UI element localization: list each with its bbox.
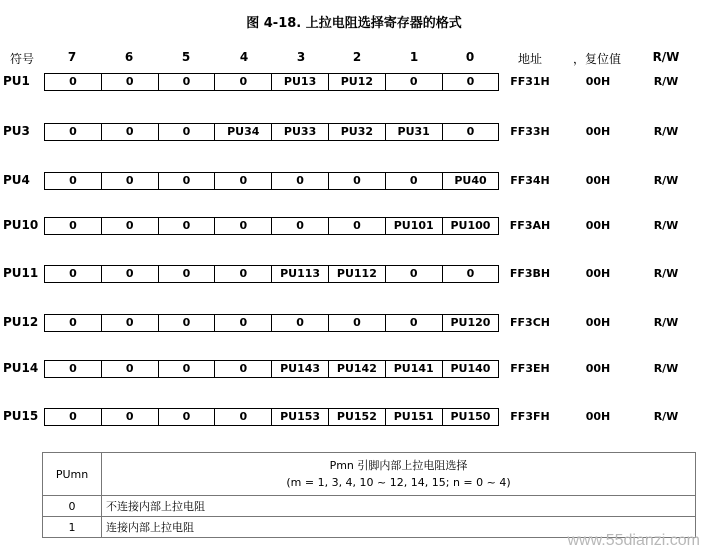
bit-cell: 0	[158, 314, 216, 332]
bit-cell: PU143	[271, 360, 329, 378]
bit-cell: 0	[158, 265, 216, 283]
rw-attribute: R/W	[653, 219, 679, 232]
reset-value: 00H	[585, 362, 611, 375]
legend-value: 0	[43, 496, 102, 517]
header-bit-0: 0	[465, 50, 475, 64]
bit-cell: 0	[271, 172, 329, 190]
register-name: PU11	[3, 266, 39, 280]
bit-cell: 0	[442, 265, 500, 283]
rw-attribute: R/W	[653, 362, 679, 375]
bit-cell: PU32	[328, 123, 386, 141]
header-bit-4: 4	[239, 50, 249, 64]
bit-cell: PU113	[271, 265, 329, 283]
bit-cell: 0	[44, 217, 102, 235]
bit-cell: 0	[214, 360, 272, 378]
bit-cell: PU141	[385, 360, 443, 378]
bit-cell: 0	[101, 73, 159, 91]
register-address: FF3CH	[510, 316, 550, 329]
watermark: www.55dianzi.com	[567, 532, 700, 549]
bit-cell: 0	[101, 360, 159, 378]
bit-cell: 0	[158, 217, 216, 235]
bit-cell: 0	[44, 73, 102, 91]
header-bit-1: 1	[409, 50, 419, 64]
header-reset-value: ，复位值	[572, 52, 621, 66]
register-name: PU15	[3, 409, 39, 423]
header-rw: R/W	[652, 50, 680, 64]
legend-title: Pmn 引脚内部上拉电阻选择	[329, 459, 468, 472]
legend-header-row	[43, 453, 696, 496]
bit-cell: 0	[214, 73, 272, 91]
bit-cell: 0	[44, 360, 102, 378]
bit-cell: 0	[44, 408, 102, 426]
legend-row	[43, 496, 696, 517]
rw-attribute: R/W	[653, 316, 679, 329]
register-name: PU14	[3, 361, 39, 375]
register-address: FF34H	[510, 174, 550, 187]
reset-value: 00H	[585, 316, 611, 329]
bit-cell: 0	[214, 408, 272, 426]
bit-cell: PU33	[271, 123, 329, 141]
register-address: FF33H	[510, 125, 550, 138]
register-address: FF3FH	[510, 410, 550, 423]
reset-value: 00H	[585, 267, 611, 280]
register-address: FF3BH	[509, 267, 551, 280]
register-name: PU3	[3, 124, 30, 138]
bit-cell: 0	[101, 123, 159, 141]
bit-cell: 0	[44, 265, 102, 283]
register-address: FF3EH	[510, 362, 550, 375]
bit-cell: 0	[214, 265, 272, 283]
legend-desc: 不连接内部上拉电阻	[102, 496, 696, 517]
reset-value: 00H	[585, 219, 611, 232]
bit-cell: 0	[271, 217, 329, 235]
header-address: 地址	[517, 52, 542, 66]
bit-cell: 0	[385, 172, 443, 190]
bit-cell: PU142	[328, 360, 386, 378]
register-name: PU12	[3, 315, 39, 329]
rw-attribute: R/W	[653, 125, 679, 138]
bit-cell: 0	[101, 265, 159, 283]
bit-cell: PU13	[271, 73, 329, 91]
rw-attribute: R/W	[653, 75, 679, 88]
bit-cell: 0	[442, 73, 500, 91]
header-bit-2: 2	[352, 50, 362, 64]
figure-title: 图 4-18. 上拉电阻选择寄存器的格式	[246, 16, 462, 31]
header-bit-5: 5	[181, 50, 191, 64]
bit-cell: 0	[442, 123, 500, 141]
reset-value: 00H	[585, 174, 611, 187]
reset-value: 00H	[585, 125, 611, 138]
register-name: PU10	[3, 218, 39, 232]
legend-desc: 连接内部上拉电阻	[102, 517, 696, 538]
bit-cell: PU31	[385, 123, 443, 141]
bit-cell: PU120	[442, 314, 500, 332]
bit-cell: 0	[328, 314, 386, 332]
legend-value: 1	[43, 517, 102, 538]
bit-cell: 0	[101, 172, 159, 190]
bit-cell: PU12	[328, 73, 386, 91]
bit-cell: 0	[101, 408, 159, 426]
bit-cell: PU112	[328, 265, 386, 283]
bit-cell: 0	[158, 172, 216, 190]
bit-cell: 0	[101, 314, 159, 332]
bit-cell: PU153	[271, 408, 329, 426]
bit-cell: 0	[385, 265, 443, 283]
bit-cell: 0	[158, 73, 216, 91]
bit-cell: 0	[214, 217, 272, 235]
legend-range: (m = 1, 3, 4, 10 ~ 12, 14, 15; n = 0 ~ 4)	[286, 476, 511, 489]
bit-cell: PU40	[442, 172, 500, 190]
register-address: FF3AH	[509, 219, 551, 232]
bit-cell: 0	[328, 172, 386, 190]
header-symbol: 符号	[9, 52, 34, 66]
header-bit-7: 7	[67, 50, 77, 64]
bit-cell: 0	[385, 314, 443, 332]
bit-cell: 0	[328, 217, 386, 235]
bit-cell: PU100	[442, 217, 500, 235]
register-address: FF31H	[510, 75, 550, 88]
bit-cell: PU152	[328, 408, 386, 426]
rw-attribute: R/W	[653, 174, 679, 187]
bit-cell: 0	[101, 217, 159, 235]
register-name: PU4	[3, 173, 30, 187]
legend-col1-header: PUmn	[43, 453, 102, 496]
bit-cell: 0	[271, 314, 329, 332]
bit-cell: 0	[385, 73, 443, 91]
reset-value: 00H	[585, 410, 611, 423]
bit-cell: 0	[44, 172, 102, 190]
header-bit-6: 6	[124, 50, 134, 64]
header-bit-3: 3	[296, 50, 306, 64]
bit-cell: 0	[158, 408, 216, 426]
bit-cell: 0	[214, 314, 272, 332]
bit-cell: 0	[44, 314, 102, 332]
rw-attribute: R/W	[653, 267, 679, 280]
legend-col2-header	[102, 453, 696, 496]
rw-attribute: R/W	[653, 410, 679, 423]
bit-cell: 0	[214, 172, 272, 190]
bit-cell: 0	[44, 123, 102, 141]
reset-value: 00H	[585, 75, 611, 88]
bit-cell: 0	[158, 123, 216, 141]
bit-cell: PU150	[442, 408, 500, 426]
bit-cell: PU151	[385, 408, 443, 426]
bit-cell: PU101	[385, 217, 443, 235]
register-name: PU1	[3, 74, 30, 88]
bit-cell: 0	[158, 360, 216, 378]
legend-table	[42, 452, 696, 538]
bit-cell: PU34	[214, 123, 272, 141]
bit-cell: PU140	[442, 360, 500, 378]
